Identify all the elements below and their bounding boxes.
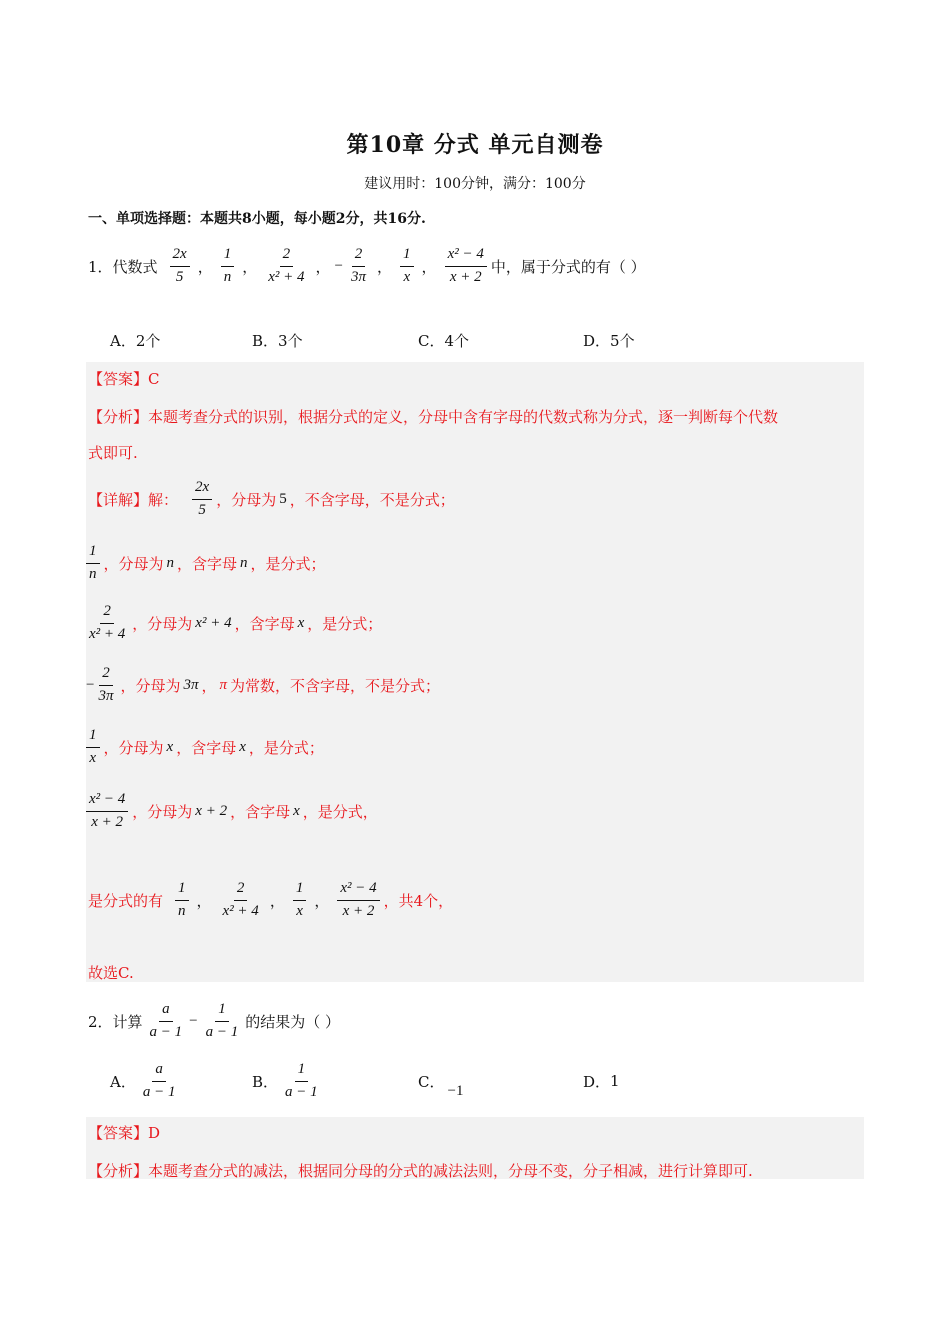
fraction: $\frac{1}{n}$ <box>221 246 235 286</box>
section-heading: 一、单项选择题：本题共8小题，每小题2分，共16分. <box>88 211 426 227</box>
analysis-1: 【分析】 本题考查分式的识别，根据分式的定义，分母中含有字母的代数式称为分式，逐一判断每个代数 <box>88 408 779 426</box>
fraction: $\frac{2x}{5}$ <box>170 246 190 286</box>
question-1: 1．代数式 $\frac{2x}{5}$ ， $\frac{1}{n}$ ， $\frac{2}{\text{x² + 4}}$ ， − $\frac{2}{3\pi}$ ， $\frac{1}{x}$ ， $\frac{\text{x² − 4}}{x + 2}$ 中，属于分式的有（ ） <box>88 246 646 285</box>
option-a: A．2个 <box>110 332 161 350</box>
fraction: $\frac{\text{x² − 4}}{x + 2}$ <box>445 246 487 286</box>
answer-1: 【答案】 C <box>88 369 160 388</box>
fraction: $\frac{1}{x}$ <box>400 246 414 286</box>
option-b: B．3个 <box>252 332 303 350</box>
fraction: $\frac{2}{\text{x² + 4}}$ <box>268 246 305 285</box>
question-1-prefix: 1．代数式 <box>88 257 158 276</box>
option-a: A． $\frac{a}{a - 1}$ <box>110 1061 176 1100</box>
analysis-1-cont: 式即可. <box>88 444 138 462</box>
fraction: $\frac{2}{3\pi}$ <box>351 246 367 285</box>
detail-1-row-4: − $\frac{2}{3\pi}$ ，分母为 3π ， π 为常数，不含字母，不是分式； <box>86 665 441 704</box>
summary-1: 是分式的有 $\frac{1}{n}$ ， $\frac{2}{\text{x² + 4}}$ ， $\frac{1}{x}$ ， $\frac{\text{x² − 4}}{x + 2}$ ，共4个， <box>88 880 454 919</box>
option-d: D． 1 <box>583 1072 620 1091</box>
option-b: B． $\frac{1}{a - 1}$ <box>252 1061 318 1100</box>
detail-1-row-5: $\frac{1}{x}$ ，分母为 x ，含字母 x ，是分式； <box>86 724 324 770</box>
option-d: D．5个 <box>583 332 635 350</box>
question-1-suffix: 中，属于分式的有（ ） <box>490 257 646 276</box>
conclusion-1: 故选C. <box>88 964 134 982</box>
detail-1-row-1: 【详解】 解： $\frac{2x}{5}$ ，分母为 5 ，不含字母，不是分式； <box>88 479 455 518</box>
detail-1-row-3: $\frac{2}{\text{x² + 4}}$ ，分母为 x² + 4 ，含字母 x ，是分式； <box>89 603 383 642</box>
analysis-2: 【分析】 本题考查分式的减法，根据同分母的分式的减法法则，分母不变，分子相减，进行计算即可. <box>88 1162 753 1180</box>
option-c: C． −1 <box>418 1072 464 1099</box>
answer-2: 【答案】 D <box>88 1123 161 1142</box>
detail-1-row-6: $\frac{\text{x² − 4}}{x + 2}$ ，分母为 x + 2 ，含字母 x ，是分式， <box>86 788 378 834</box>
option-c: C．4个 <box>418 332 470 350</box>
page-subtitle: 建议用时：100分钟，满分：100分 <box>364 176 586 192</box>
answer-value: C <box>148 369 160 388</box>
page-title: 第10章 分式 单元自测卷 <box>346 132 604 158</box>
question-2: 2．计算 $\frac{a}{a - 1}$ − $\frac{1}{a - 1}$ 的结果为（ ） <box>88 1001 341 1040</box>
detail-1-row-2: $\frac{1}{n}$ ，分母为 n ，含字母 n ，是分式； <box>86 540 326 586</box>
answer-value: D <box>148 1123 161 1142</box>
